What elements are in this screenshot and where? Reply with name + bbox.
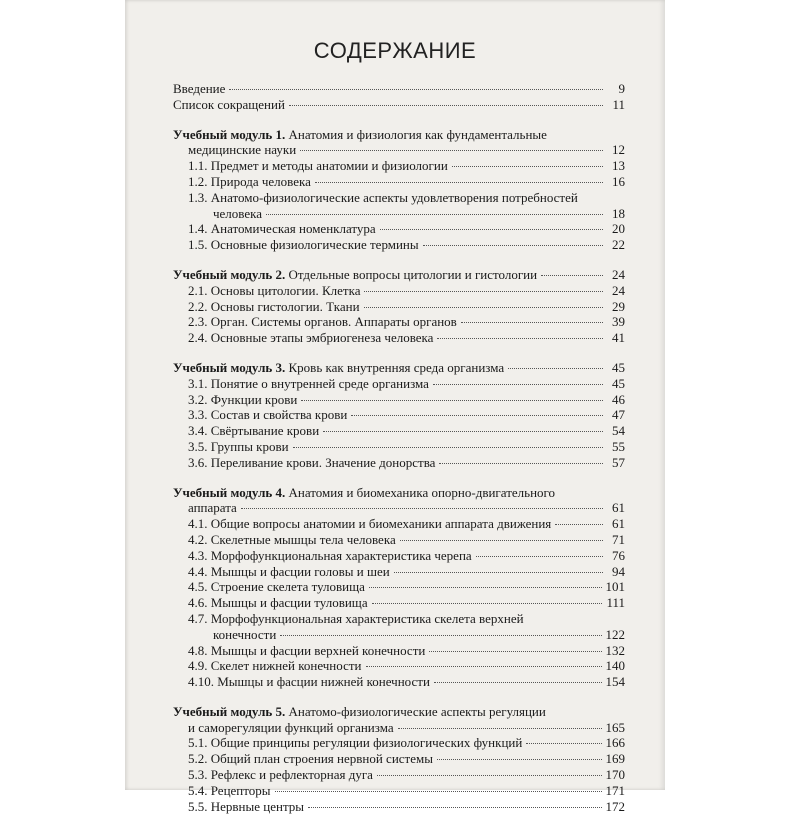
entry-title: Введение bbox=[173, 81, 226, 96]
page-number: 55 bbox=[612, 438, 625, 454]
page-number: 9 bbox=[618, 81, 625, 96]
section-entry bbox=[173, 407, 625, 423]
module-heading bbox=[173, 267, 625, 283]
dot-leader bbox=[429, 650, 601, 652]
dot-leader bbox=[380, 228, 603, 230]
dot-leader bbox=[275, 790, 602, 792]
dot-leader bbox=[437, 337, 603, 339]
section-entry bbox=[173, 190, 625, 206]
section-title: 2.2. Основы гистологии. Ткани bbox=[188, 298, 360, 314]
dot-leader bbox=[452, 165, 603, 167]
dot-leader bbox=[351, 414, 603, 416]
section-entry bbox=[173, 237, 625, 253]
section-entry bbox=[173, 283, 625, 299]
module-heading-continued bbox=[173, 720, 625, 736]
section-entry bbox=[173, 516, 625, 532]
dot-leader bbox=[526, 742, 601, 744]
page-number: 172 bbox=[605, 798, 625, 814]
module-title bbox=[173, 360, 504, 376]
section-title: человека bbox=[213, 205, 263, 221]
page-number: 61 bbox=[612, 500, 625, 516]
section-title: 5.2. Общий план строения нервной системы bbox=[188, 751, 433, 767]
module-label: Учебный модуль 1. bbox=[173, 126, 286, 142]
dot-leader bbox=[301, 399, 603, 401]
module-heading bbox=[173, 704, 625, 720]
module-title bbox=[173, 267, 537, 283]
page-number: 12 bbox=[612, 142, 625, 158]
toc-entry bbox=[173, 81, 625, 97]
page-number: 166 bbox=[605, 735, 625, 751]
section-entry bbox=[173, 330, 625, 346]
module-heading-continued bbox=[173, 142, 625, 158]
toc-entry bbox=[173, 97, 625, 113]
section-title: 4.3. Морфофункциональная характеристика черепа bbox=[188, 547, 472, 563]
section-title: 3.3. Состав и свойства крови bbox=[188, 407, 348, 423]
module-label: Учебный модуль 5. bbox=[173, 703, 286, 719]
dot-leader bbox=[308, 806, 601, 808]
section-entry bbox=[173, 735, 625, 751]
dot-leader bbox=[241, 507, 603, 509]
section-entry bbox=[173, 783, 625, 799]
section-title: 1.4. Анатомическая номенклатура bbox=[188, 221, 376, 237]
section-entry bbox=[173, 548, 625, 564]
dot-leader bbox=[289, 104, 603, 106]
module-title-text: и саморегуляции функций организма bbox=[188, 719, 394, 735]
page-number: 18 bbox=[612, 205, 625, 221]
dot-leader bbox=[439, 462, 603, 464]
page-number: 16 bbox=[612, 173, 625, 189]
module-title-text: Кровь как внутренняя среда организма bbox=[288, 359, 505, 375]
section-entry bbox=[173, 221, 625, 237]
dot-leader bbox=[555, 523, 603, 525]
module-heading bbox=[173, 485, 625, 501]
section-entry bbox=[173, 767, 625, 783]
page-number: 24 bbox=[612, 282, 625, 298]
section-title: 1.2. Природа человека bbox=[188, 173, 311, 189]
section-title: 2.3. Орган. Системы органов. Аппараты органов bbox=[188, 314, 457, 330]
page-number: 13 bbox=[612, 158, 625, 174]
module-spacer bbox=[173, 346, 625, 360]
section-entry bbox=[173, 455, 625, 471]
page-number: 111 bbox=[606, 595, 625, 611]
page-number: 41 bbox=[612, 330, 625, 346]
module-spacer bbox=[173, 113, 625, 127]
section-title: 4.5. Строение скелета туловища bbox=[188, 579, 365, 595]
module-title-text: Анатомия и биомеханика опорно-двигательного bbox=[288, 484, 556, 500]
page-number: 122 bbox=[605, 626, 625, 642]
section-entry bbox=[173, 392, 625, 408]
section-entry bbox=[173, 595, 625, 611]
section-title: 3.6. Переливание крови. Значение донорства bbox=[188, 454, 436, 470]
page-number: 29 bbox=[612, 298, 625, 314]
section-title: 2.4. Основные этапы эмбриогенеза человека bbox=[188, 330, 434, 346]
module-title bbox=[173, 485, 555, 501]
dot-leader bbox=[400, 539, 603, 541]
dot-leader bbox=[508, 367, 603, 369]
section-entry bbox=[173, 299, 625, 315]
section-title: 1.1. Предмет и методы анатомии и физиологии bbox=[188, 158, 448, 174]
dot-leader bbox=[398, 727, 602, 729]
section-entry bbox=[173, 799, 625, 814]
module-heading bbox=[173, 360, 625, 376]
dot-leader bbox=[423, 244, 603, 246]
section-entry-continued bbox=[173, 627, 625, 643]
page-number: 46 bbox=[612, 391, 625, 407]
section-title: конечности bbox=[213, 626, 277, 642]
dot-leader bbox=[293, 446, 603, 448]
module-title-text: Анатомо-физиологические аспекты регуляции bbox=[288, 703, 546, 719]
page-number: 170 bbox=[605, 767, 625, 783]
page-number: 169 bbox=[605, 751, 625, 767]
page-number: 22 bbox=[612, 237, 625, 253]
page-number: 20 bbox=[612, 221, 625, 237]
section-title: 4.1. Общие вопросы анатомии и биомеханики аппарата движения bbox=[188, 516, 552, 532]
module-title-text: медицинские науки bbox=[188, 142, 297, 158]
dot-leader bbox=[541, 274, 603, 276]
dot-leader bbox=[437, 758, 602, 760]
dot-leader bbox=[266, 213, 603, 215]
page-number: 171 bbox=[605, 782, 625, 798]
section-entry bbox=[173, 579, 625, 595]
section-title: 2.1. Основы цитологии. Клетка bbox=[188, 282, 361, 298]
section-entry bbox=[173, 674, 625, 690]
module-label: Учебный модуль 3. bbox=[173, 359, 286, 375]
section-title: 4.10. Мышцы и фасции нижней конечности bbox=[188, 674, 430, 690]
dot-leader bbox=[229, 88, 603, 90]
module-spacer bbox=[173, 253, 625, 267]
section-title: 4.4. Мышцы и фасции головы и шеи bbox=[188, 563, 390, 579]
page-number: 39 bbox=[612, 314, 625, 330]
section-title: 5.5. Нервные центры bbox=[188, 798, 305, 814]
dot-leader bbox=[461, 321, 603, 323]
section-entry bbox=[173, 751, 625, 767]
section-title: 3.4. Свёртывание крови bbox=[188, 423, 320, 439]
page-title: СОДЕРЖАНИЕ bbox=[313, 38, 477, 63]
section-title: 3.1. Понятие о внутренней среде организма bbox=[188, 375, 429, 391]
dot-leader bbox=[366, 665, 602, 667]
page-number: 94 bbox=[612, 563, 625, 579]
page-number: 45 bbox=[612, 359, 625, 375]
page-number: 57 bbox=[612, 454, 625, 470]
section-title: 4.6. Мышцы и фасции туловища bbox=[188, 595, 368, 611]
section-title: 5.4. Рецепторы bbox=[188, 782, 271, 798]
dot-leader bbox=[394, 571, 603, 573]
module-title-text: Анатомия и физиология как фундаментальные bbox=[288, 126, 547, 142]
dot-leader bbox=[300, 149, 603, 151]
section-title: 4.7. Морфофункциональная характеристика скелета верхней bbox=[188, 610, 524, 626]
module-title bbox=[173, 127, 547, 143]
section-entry-continued bbox=[173, 206, 625, 222]
section-entry bbox=[173, 174, 625, 190]
page-number: 54 bbox=[612, 423, 625, 439]
dot-leader bbox=[364, 290, 603, 292]
section-entry bbox=[173, 611, 625, 627]
page-number: 24 bbox=[612, 266, 625, 282]
module-title-text: Отдельные вопросы цитологии и гистологии bbox=[288, 266, 538, 282]
module-title bbox=[173, 704, 546, 720]
page-number: 76 bbox=[612, 547, 625, 563]
section-title: 4.2. Скелетные мышцы тела человека bbox=[188, 531, 396, 547]
page-number: 61 bbox=[612, 516, 625, 532]
page-number: 11 bbox=[612, 96, 625, 112]
dot-leader bbox=[323, 430, 603, 432]
dot-leader bbox=[377, 774, 602, 776]
section-title: 3.2. Функции крови bbox=[188, 391, 298, 407]
module-spacer bbox=[173, 690, 625, 704]
dot-leader bbox=[369, 586, 602, 588]
dot-leader bbox=[434, 681, 602, 683]
module-label: Учебный модуль 2. bbox=[173, 266, 286, 282]
page-number: 165 bbox=[605, 719, 625, 735]
module-spacer bbox=[173, 471, 625, 485]
entry-title: Список сокращений bbox=[173, 96, 285, 112]
module-heading-continued bbox=[173, 500, 625, 516]
section-entry bbox=[173, 658, 625, 674]
section-entry bbox=[173, 314, 625, 330]
section-title: 5.3. Рефлекс и рефлекторная дуга bbox=[188, 767, 373, 783]
section-title: 1.3. Анатомо-физиологические аспекты удовлетворения потребностей bbox=[188, 189, 578, 205]
dot-leader bbox=[372, 602, 603, 604]
section-title: 4.9. Скелет нижней конечности bbox=[188, 658, 362, 674]
section-entry bbox=[173, 564, 625, 580]
dot-leader bbox=[364, 306, 603, 308]
section-entry bbox=[173, 158, 625, 174]
section-entry bbox=[173, 376, 625, 392]
section-title: 5.1. Общие принципы регуляции физиологических функций bbox=[188, 735, 523, 751]
section-entry bbox=[173, 439, 625, 455]
page-number: 101 bbox=[605, 579, 625, 595]
table-of-contents bbox=[173, 81, 625, 814]
section-title: 1.5. Основные физиологические термины bbox=[188, 237, 419, 253]
section-title: 3.5. Группы крови bbox=[188, 438, 289, 454]
section-title: 4.8. Мышцы и фасции верхней конечности bbox=[188, 642, 426, 658]
dot-leader bbox=[280, 634, 601, 636]
page-number: 140 bbox=[605, 658, 625, 674]
page-number: 47 bbox=[612, 407, 625, 423]
module-heading bbox=[173, 127, 625, 143]
section-entry bbox=[173, 423, 625, 439]
module-title-text: аппарата bbox=[188, 500, 237, 516]
page-number: 71 bbox=[612, 531, 625, 547]
section-entry bbox=[173, 532, 625, 548]
module-label: Учебный модуль 4. bbox=[173, 484, 286, 500]
page-number: 132 bbox=[605, 642, 625, 658]
dot-leader bbox=[476, 555, 603, 557]
dot-leader bbox=[433, 383, 603, 385]
section-entry bbox=[173, 643, 625, 659]
page-number: 45 bbox=[612, 375, 625, 391]
dot-leader bbox=[315, 181, 603, 183]
page-number: 154 bbox=[605, 674, 625, 690]
